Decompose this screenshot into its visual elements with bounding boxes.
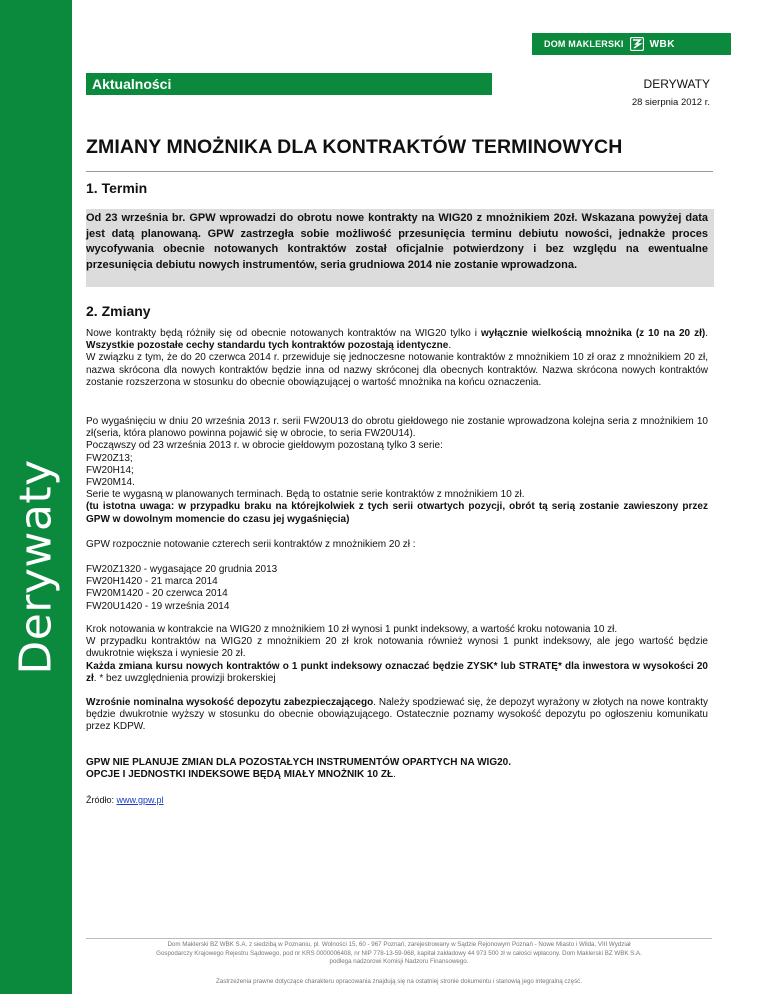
sidebar-label-text: Derywaty <box>10 459 62 675</box>
text-run: W związku z tym, że do 20 czerwca 2014 r. przewiduje się jednoczesne notowanie kontraktów z mnożnikiem 10 zł oraz z mnożnikiem 20 zł, nazwa skrócona dla nowych kontraktów będzie inna od nazwy skróconej dla obecnych kontraktów. Nazwa skrócona nowych kontraktów zostanie rozszerzona w stosunku do obecnie obowiązującej o wartość mnożnika na końcu oznaczenia. <box>86 352 708 388</box>
footer-disclaimer: Zastrzeżenia prawne dotyczące charakteru opracowania znajdują się na ostatniej stronie dokumentu i stanowią jego integralną część. <box>216 978 582 985</box>
paragraph-other-instruments <box>86 757 708 781</box>
footer-legal <box>86 941 712 967</box>
banner-category-label: DERYWATY <box>492 73 712 95</box>
paragraph-tick-size <box>86 624 708 685</box>
section-banner <box>86 73 712 95</box>
text-bold: OPCJE I JEDNOSTKI INDEKSOWE BĘDĄ MIAŁY MNOŻNIK 10 ZŁ <box>86 769 394 781</box>
text-bold: wyłącznie wielkością mnożnika (z 10 na 20 zł) <box>481 328 706 339</box>
list-item: FW20H1420 - 21 marca 2014 <box>86 576 218 588</box>
page-title: ZMIANY MNOŻNIKA DLA KONTRAKTÓW TERMINOWYCH <box>86 136 623 158</box>
text-run: Począwszy od 23 września 2013 r. w obrocie giełdowym pozostaną tylko 3 serie: <box>86 440 443 452</box>
footer-line: podlega nadzorowi Komisji Nadzoru Finansowego. <box>329 958 469 966</box>
text-run: . <box>448 340 452 352</box>
text-run: Krok notowania w kontrakcie na WIG20 z mnożnikiem 10 zł wynosi 1 punkt indeksowy, a wartość kroku notowania 10 zł. <box>86 624 618 635</box>
source-link[interactable]: www.gpw.pl <box>116 795 164 805</box>
publication-date: 28 sierpnia 2012 r. <box>631 97 710 108</box>
text-run: Po wygaśnięciu w dniu 20 września 2013 r. serii FW20U13 do obrotu giełdowego nie zostanie wprowadzona kolejna seria z mnożnikiem 10 zł(seria, która planowo powinna pojawić się w obrocie, to seria FW20U14). <box>86 416 708 440</box>
new-series-list <box>86 564 708 613</box>
text-run: . * bez uwzględnienia prowizji brokerskiej <box>93 672 276 684</box>
section-heading-termin: 1. Termin <box>86 180 148 196</box>
list-item: FW20Z13; <box>86 452 133 464</box>
text-bold: Wszystkie pozostałe cechy standardu tych kontraktów pozostają identyczne <box>86 340 449 352</box>
sidebar-label <box>6 452 66 682</box>
text-bold: Wzrośnie nominalna wysokość depozytu zabezpieczającego <box>86 697 374 708</box>
list-item: FW20Z1320 - wygasające 20 grudnia 2013 <box>86 564 278 575</box>
text-run: W przypadku kontraktów na WIG20 z mnożnikiem 20 zł krok notowania również wynosi 1 punkt indeksowy, ale jego wartość będzie dwukrotnie większa i wyniesie 20 zł. <box>86 636 708 660</box>
list-item: FW20M14. <box>86 477 135 489</box>
paragraph-expiry <box>86 416 708 526</box>
bank-logo-icon <box>630 37 644 51</box>
text-run: . Należy spodziewać się, że depozyt wyrażony w złotych na nowe kontrakty będzie dwukrotnie wyższy w stosunku do obecnie obowiązującego. Ostatecznie poznamy wysokość depozytu po ogłoszeniu komunikatu przez KDPW. <box>86 697 708 733</box>
important-note: (tu istotna uwaga: w przypadku braku na którejkolwiek z tych serii otwartych pozycji, obrót tą serią zostanie zawieszony przez GPW w dowolnym momencie do czasu jej wygaśnięcia) <box>86 501 708 525</box>
paragraph-deposit <box>86 697 708 734</box>
text-bold: Każda zmiana kursu nowych kontraktów o 1 punkt indeksowy oznaczać będzie ZYSK* lub STRATĘ* dla inwestora w wysokości 20 zł <box>86 660 708 684</box>
list-item: FW20M1420 - 20 czerwca 2014 <box>86 588 228 600</box>
text-bold: GPW NIE PLANUJE ZMIAN DLA POZOSTAŁYCH INSTRUMENTÓW OPARTYCH NA WIG20. <box>86 757 511 768</box>
footer-line: Gospodarczy Krajowego Rejestru Sądowego, pod nr KRS 0000006408, nr NIP 778-13-59-968, kapitał zakładowy 44 973 500 zł w całości wpłacony. Dom Maklerski BZ WBK S.A. <box>156 949 642 957</box>
list-item: FW20H14; <box>86 464 134 476</box>
source-label: Źródło: <box>86 795 117 805</box>
text-run: . <box>705 328 708 339</box>
brand-name-right: WBK <box>649 38 675 50</box>
brand-name-left: DOM MAKLERSKI <box>544 39 624 49</box>
list-item: FW20U1420 - 19 września 2014 <box>86 600 230 612</box>
paragraph-changes-intro <box>86 328 708 389</box>
footer-divider <box>86 938 712 939</box>
footer-line: Dom Maklerski BZ WBK S.A. z siedzibą w Poznaniu, pl. Wolności 15, 60 - 967 Poznań, zarejestrowany w Sądzie Rejonowym Poznań - Nowe Miasto i Wilda, VIII Wydział <box>167 941 631 948</box>
termin-paragraph: Od 23 września br. GPW wprowadzi do obrotu nowe kontrakty na WIG20 z mnożnikiem 20zł. Wskazana powyżej data jest datą planowaną. GPW zastrzegła sobie możliwość przesunięcia terminu debiutu nowości, jednakże proces wycofywania obecnie notowanych kontraktów został oficjalnie potwierdzony i bez względu na ewentualne przesunięcia debiutu nowych instrumentów, seria grudniowa 2014 nie zostanie wprowadzona. <box>86 212 708 271</box>
text-run: . <box>393 769 396 781</box>
brand-logo <box>532 33 731 55</box>
text-run: Serie te wygasną w planowanych terminach. Będą to ostatnie serie kontraktów z mnożnikiem 10 zł. <box>86 489 525 501</box>
paragraph-new-series-intro: GPW rozpocznie notowanie czterech serii kontraktów z mnożnikiem 20 zł : <box>86 539 416 550</box>
section-heading-zmiany: 2. Zmiany <box>86 303 151 319</box>
title-divider <box>86 171 713 172</box>
banner-section-label: Aktualności <box>92 76 172 92</box>
source-line <box>86 794 708 806</box>
text-run: Nowe kontrakty będą różniły się od obecnie notowanych kontraktów na WIG20 tylko i <box>86 328 481 339</box>
